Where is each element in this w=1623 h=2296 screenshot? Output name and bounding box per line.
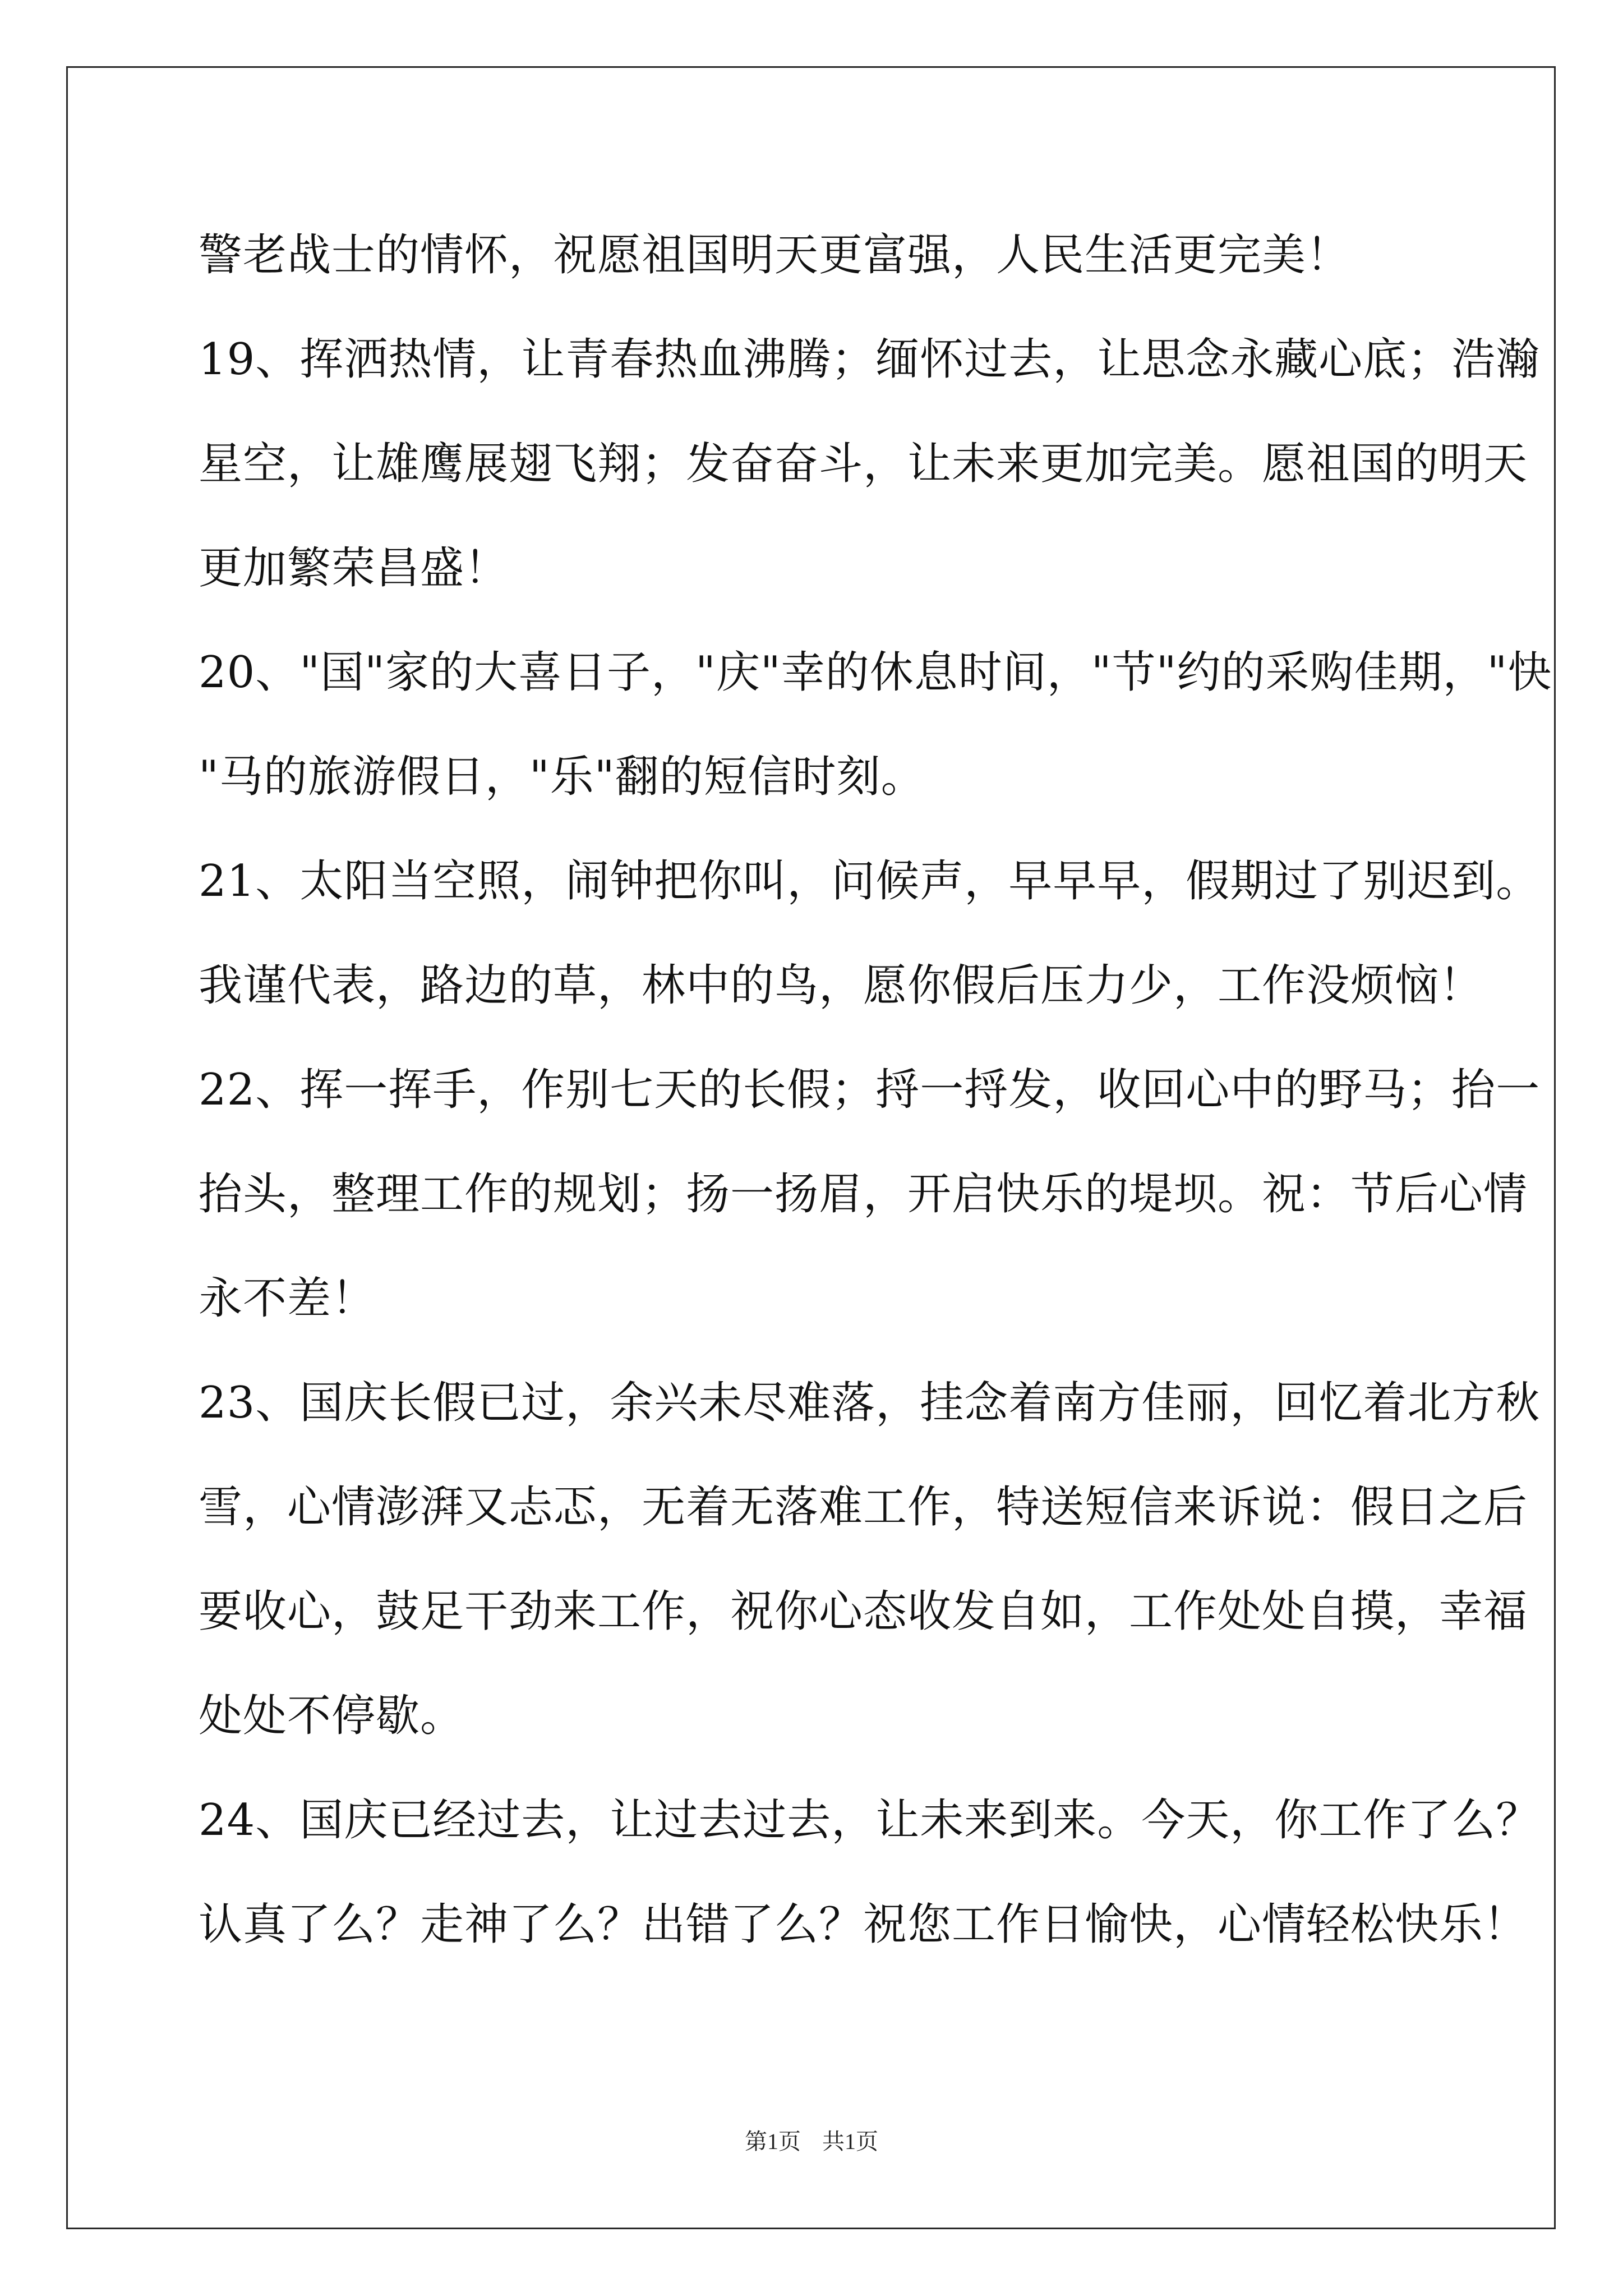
text-line: 星空，让雄鹰展翅飞翔；发奋奋斗，让未来更加完美。愿祖国的明天 <box>199 439 1528 489</box>
text-line: 我谨代表，路边的草，林中的鸟，愿你假后压力少，工作没烦恼！ <box>199 960 1484 1011</box>
text-line: 22、挥一挥手，作别七天的长假；捋一捋发，收回心中的野马；抬一 <box>199 1065 1541 1115</box>
text-line: 警老战士的情怀，祝愿祖国明天更富强，人民生活更完美！ <box>199 230 1351 280</box>
document-body <box>199 203 1552 1977</box>
text-line: 要收心，鼓足干劲来工作，祝你心态收发自如，工作处处自摸，幸福 <box>199 1586 1528 1637</box>
text-line: 雪，心情澎湃又忐忑，无着无落难工作，特送短信来诉说：假日之后 <box>199 1482 1528 1533</box>
text-line: 19、挥洒热情，让青春热血沸腾；缅怀过去，让思念永藏心底；浩瀚 <box>199 334 1541 385</box>
text-line: 处处不停歇。 <box>199 1691 465 1741</box>
text-line: 抬头，整理工作的规划；扬一扬眉，开启快乐的堤坝。祝：节后心情 <box>199 1169 1528 1220</box>
page-number-total: 共1页 <box>822 2129 878 2154</box>
page-number-current: 第1页 <box>745 2129 801 2154</box>
text-line: 永不差！ <box>199 1273 376 1324</box>
text-line: 更加繁荣昌盛！ <box>199 543 509 593</box>
text-line: 23、国庆长假已过，余兴未尽难落，挂念着南方佳丽，回忆着北方秋 <box>199 1378 1541 1428</box>
text-line: "马的旅游假日，"乐"翻的短信时刻。 <box>199 752 925 802</box>
text-line: 认真了么？走神了么？出错了么？祝您工作日愉快，心情轻松快乐！ <box>199 1899 1528 1950</box>
text-line: 24、国庆已经过去，让过去过去，让未来到来。今天，你工作了么？ <box>199 1795 1541 1846</box>
text-line: 20、"国"家的大喜日子，"庆"幸的休息时间，"节"约的采购佳期，"快 <box>199 647 1552 698</box>
page-footer <box>0 2125 1623 2159</box>
text-line: 21、太阳当空照，闹钟把你叫，问候声，早早早，假期过了别迟到。 <box>199 856 1541 907</box>
